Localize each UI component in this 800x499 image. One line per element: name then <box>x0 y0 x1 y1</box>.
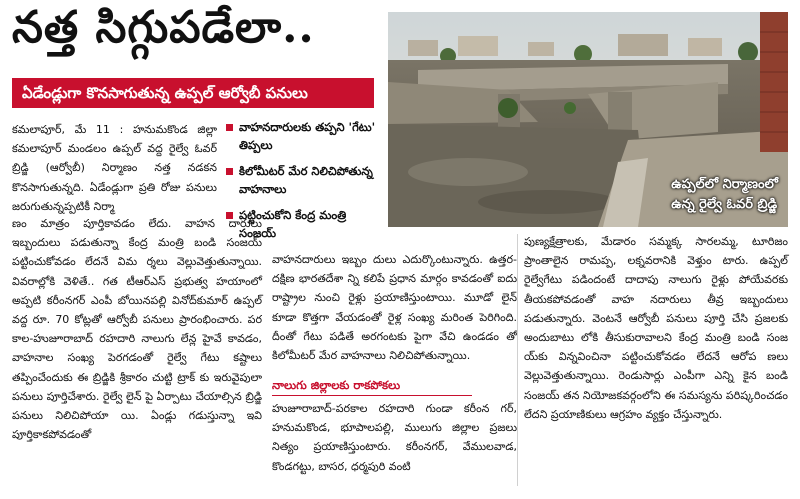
article-paragraph: వాహనదారులు ఇబ్బం దులు ఎదుర్కొంటున్నారు. ఉత్తర-దక్షిణ భారతదేశా న్ని కలిపే ప్రధాన మార్గం కావడంతో ఐదు రాష్ట్రాల నుంచి రైళ్లు ప్రయాణిస్తుంటాయి. మూడో లైన్ కూడా కొత్తగా వేయడంతో రైళ్ల సంఖ్య మరింత పెరిగింది. దీంతో గేటు పడితే అరగంటకు పైగా వేచి ఉండడం తో కిలోమీటర్ మేర వాహనాలు నిలిచిపోతున్నాయి. <box>272 253 517 363</box>
photo-caption-line2: ఉన్న రైల్వే ఓవర్ బ్రిడ్జి <box>671 197 778 212</box>
bullet-square-icon <box>226 124 233 131</box>
headline: నత్త సిగ్గుపడేలా.. <box>12 2 315 53</box>
article-paragraph: కమలాపూర్, మే 11 : హనుమకొండ జిల్లా కమలాపూర్ మండలం ఉప్పల్ వద్ద రైల్వే ఓవర్ బ్రిడ్జి (ఆర్వోబీ) నిర్మాణం నత్త నడకన కొనసాగుతున్నది. ఏడేండ్లుగా ప్రతి రోజు పనులు జరుగుతున్నప్పటికీ నిర్మా <box>12 123 217 213</box>
bullet-square-icon <box>226 168 233 175</box>
bullet-item <box>226 162 386 198</box>
article-column-1-top <box>12 120 217 216</box>
article-column-2-bottom <box>272 399 517 476</box>
column-divider <box>517 234 518 486</box>
section-subheading: నాలుగు జిల్లాలకు రాకపోకలు <box>272 378 472 396</box>
bullet-text: వాహనదారులకు తప్పని 'గేటు' తిప్పలు <box>239 120 376 152</box>
bridge-photo <box>388 12 788 227</box>
photo-caption-line1: ఉప్పల్‌లో నిర్మాణంలో <box>671 177 778 192</box>
article-column-1-bottom <box>12 214 262 444</box>
bullet-item <box>226 118 386 154</box>
photo-caption <box>671 175 778 215</box>
article-paragraph: హుజూరాబాద్-పరకాల రహదారి గుండా కరీంన గర్, హనుమకొండ, భూపాలపల్లి, ములుగు జిల్లాల ప్రజలు నిత్యం ప్రయాణిస్తుంటారు. కరీంనగర్, వేములవాడ, కొండగట్టు, బాసర, ధర్మపురి వంటి <box>272 402 517 473</box>
article-paragraph: ణం మాత్రం పూర్తికావడం లేదు. వాహన దారులు ఇబ్బందులు పడుతున్నా కేంద్ర మంత్రి బండి సంజయ్ పట్టించుకోవడం లేదనే విమ ర్శలు వెల్లువెత్తుతున్నాయి. వివరాల్లోకి వెళితే.. గత టీఆర్ఎస్ ప్రభుత్వ హయాంలో అప్పటి కరీంనగర్ ఎంపీ బోయినపల్లి వినోద్‌కుమార్ ఉప్పల్ వద్ద రూ. 70 కోట్లతో ఆర్వోబీ పనులు ప్రారంభించారు. పర కాల-హుజూరాబాద్ రహదారి నాలుగు లేన్ల హైవే కావడం, వాహనాల సంఖ్య పెరగడంతో రైల్వే గేటు కష్టాలు తప్పించేందుకు ఈ బ్రిడ్జికి శ్రీకారం చుట్టి ట్రాక్ కు ఇరువైపులా పనులు పూర్తిచేశారు. రైల్వే లైన్ పై ఏర్పాటు చేయాల్సిన బ్రిడ్జి పనులు నిలిచిపోయా యి. ఏండ్లు గడుస్తున్నా ఇవి పూర్తికాకపోవడంతో <box>12 217 262 442</box>
bullet-text: కిలోమీటర్ మేర నిలిచిపోతున్న వాహనాలు <box>239 164 373 196</box>
article-column-2 <box>272 250 517 365</box>
subheadline-banner: ఏడేండ్లుగా కొనసాగుతున్న ఉప్పల్ ఆర్వోబీ పనులు <box>12 78 374 108</box>
article-paragraph: పుణ్యక్షేత్రాలకు, మేడారం సమ్మక్క సారలమ్మ, టూరిజం ప్రాంతాలైన రామప్ప, లక్నవరానికి వెళ్తుం టారు. ఉప్పల్ రైల్వేగేటు పడిందంటే దాదాపు నాలుగు రైళ్లు పోయేవరకు తీయకపోవడంతో వాహ నదారులు తీవ్ర ఇబ్బందులు పడుతున్నారు. వెంటనే ఆర్వోబీ పనులు పూర్తి చేసి ప్రజలకు అందుబాటు లోకి తీసుకురావాలని కేంద్ర మంత్రి బండి సంజ య్‌కు విన్నవించినా పట్టించుకోవడం లేదనే ఆరోప ణలు వెల్లువెత్తుతున్నాయి. రెండుసార్లు ఎంపీగా ఎన్ని కైన బండి సంజయ్ తన నియోజకవర్గంలోని ఈ సమస్యను పరిష్కరించడం లేదని ప్రయాణికులు ఆగ్రహం వ్యక్తం చేస్తున్నారు. <box>524 235 788 421</box>
article-column-3 <box>524 232 788 424</box>
bullet-text: పట్టించుకోని కేంద్ర మంత్రి సంజయ్ <box>239 208 347 240</box>
